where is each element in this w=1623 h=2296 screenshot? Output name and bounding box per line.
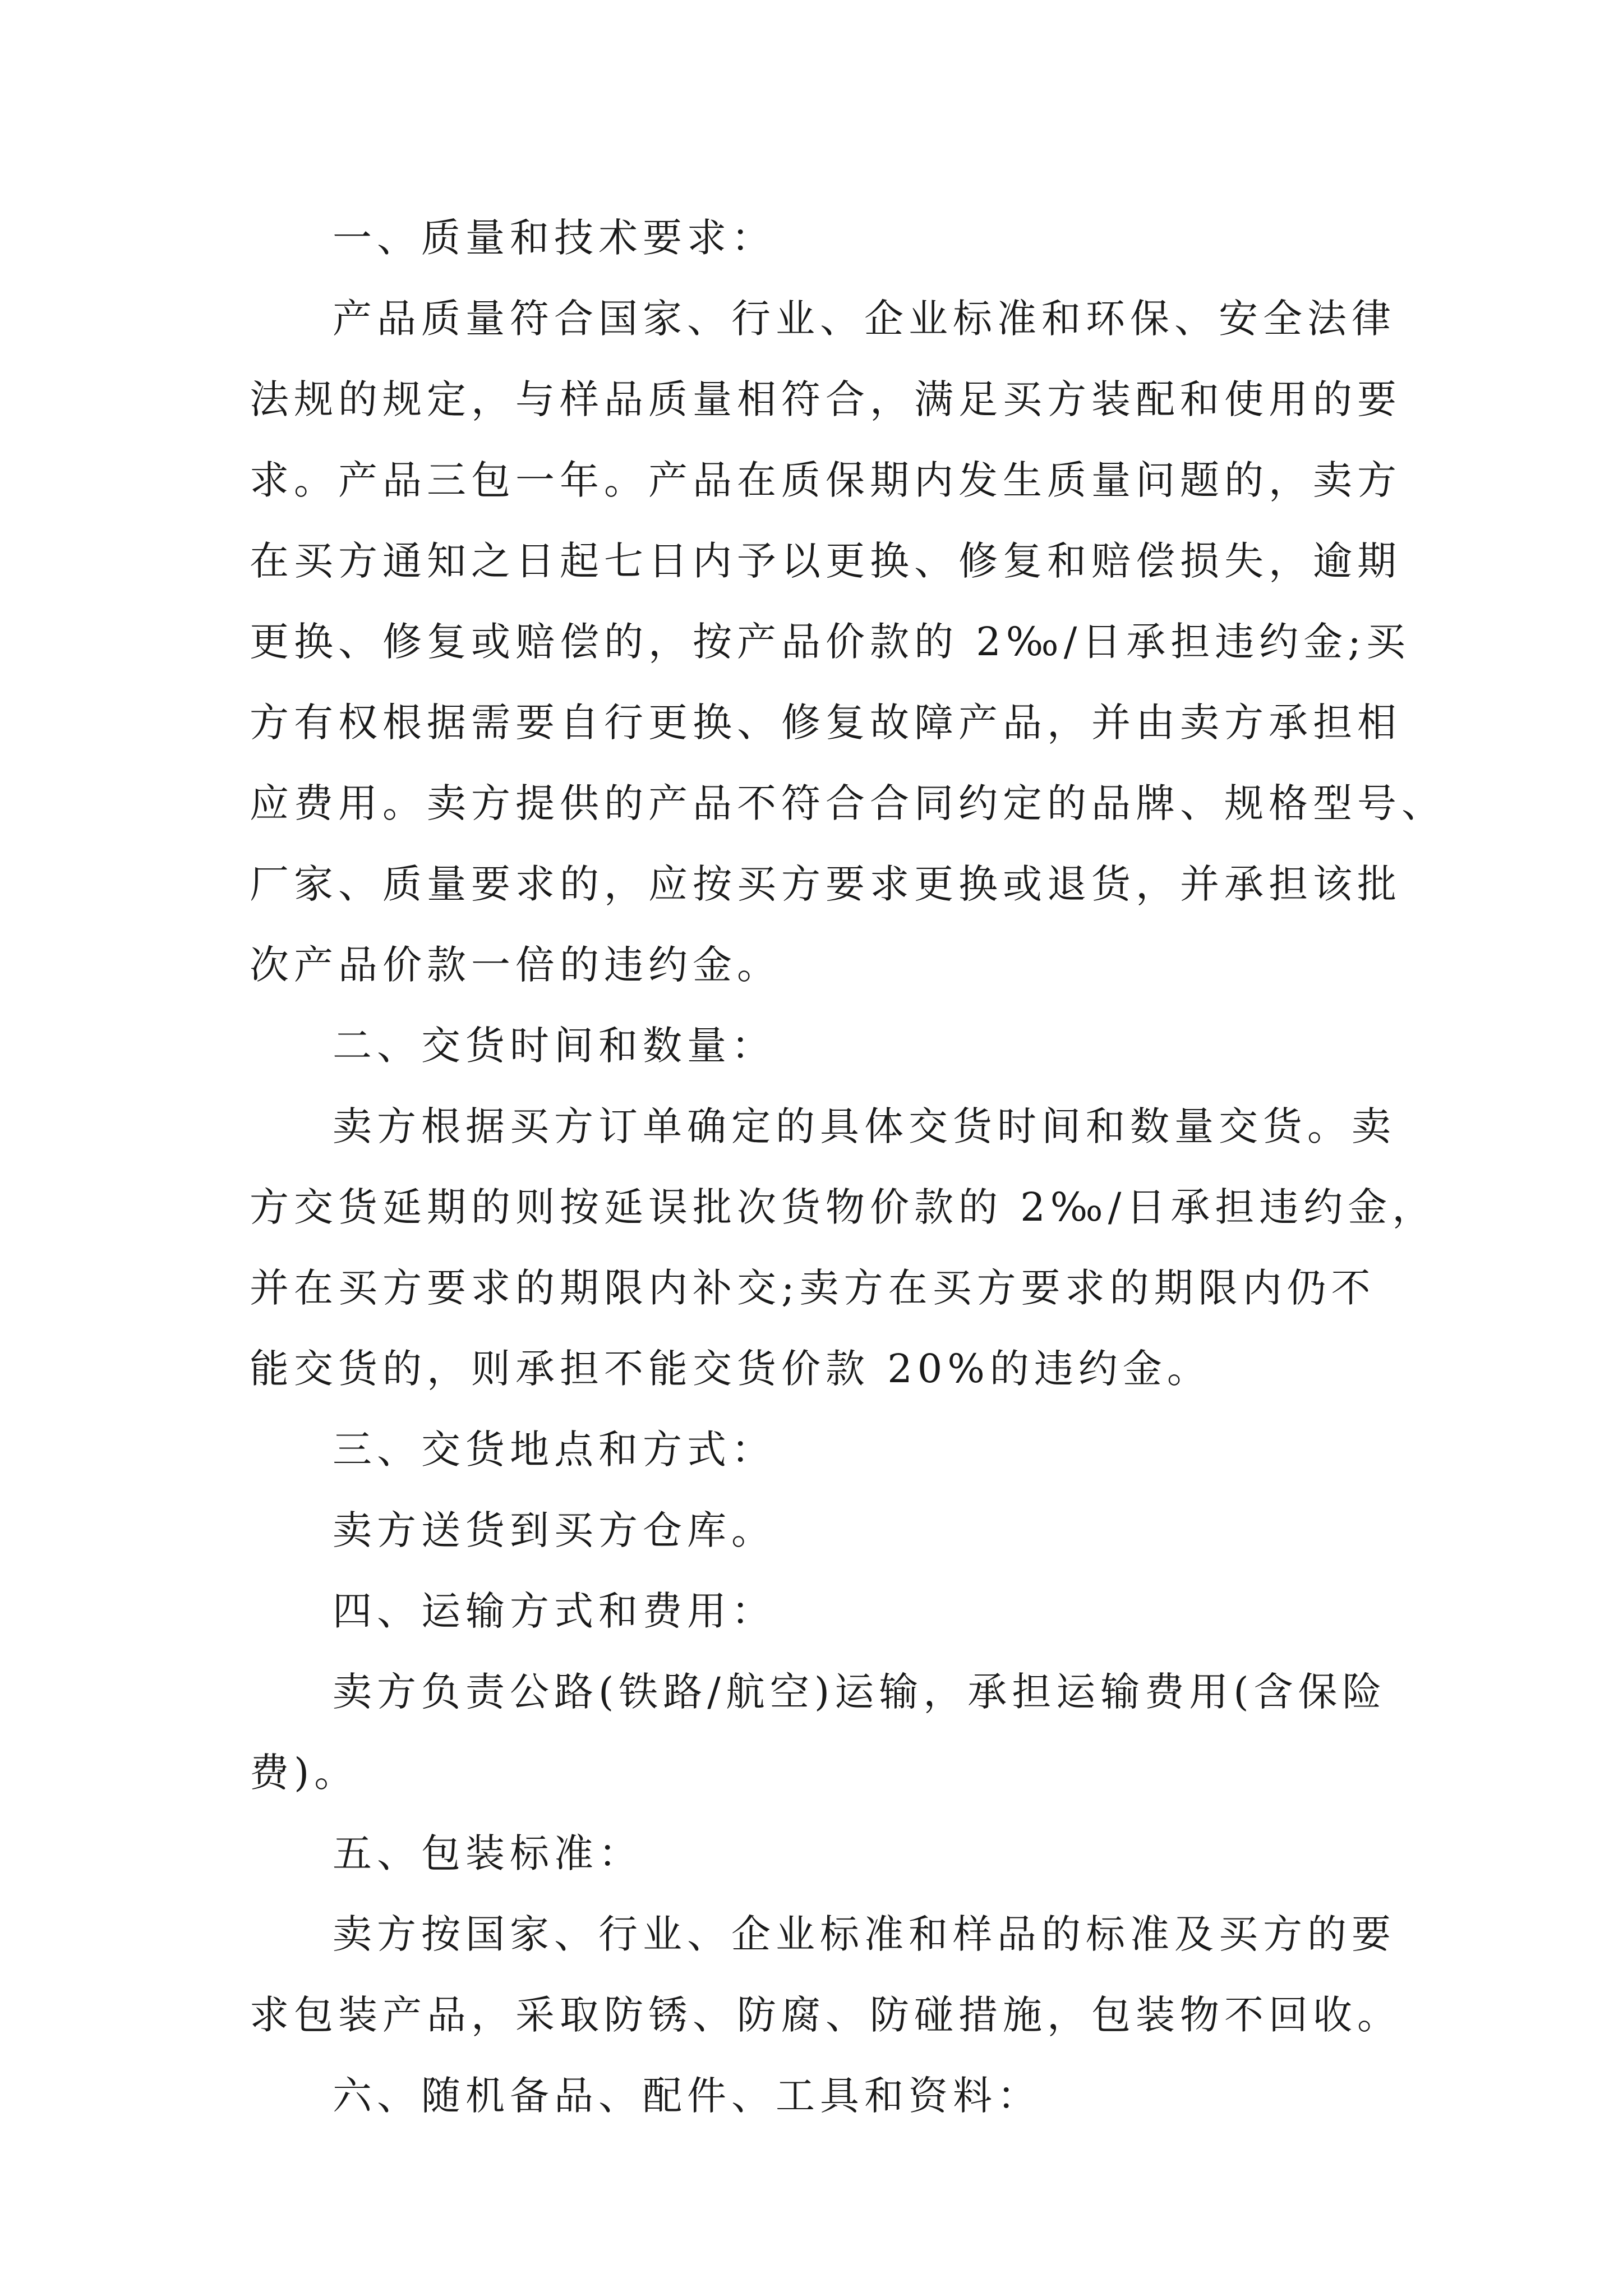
paragraph: [250, 1086, 1437, 1409]
text-line: 四、运输方式和费用：: [333, 1588, 776, 1634]
text-line: 应费用。卖方提供的产品不符合合同约定的品牌、规格型号、: [250, 780, 1446, 826]
text-line: 卖方根据买方订单确定的具体交货时间和数量交货。卖: [333, 1103, 1396, 1149]
section-heading: [250, 2055, 1382, 2136]
section-heading: [250, 1409, 1382, 1490]
section-heading: [250, 1005, 1382, 1086]
text-line: 在买方通知之日起七日内予以更换、修复和赔偿损失，逾期: [250, 538, 1401, 584]
text-line: 五、包装标准：: [333, 1830, 643, 1876]
text-line: 并在买方要求的期限内补交;卖方在买方要求的期限内仍不: [250, 1265, 1376, 1311]
text-line: 次产品价款一倍的违约金。: [250, 942, 781, 988]
text-line: 卖方按国家、行业、企业标准和样品的标准及买方的要: [333, 1911, 1396, 1957]
section-heading: [250, 1813, 1382, 1894]
text-line: 三、交货地点和方式：: [333, 1427, 776, 1473]
paragraph: [250, 1651, 1387, 1813]
text-line: 二、交货时间和数量：: [333, 1023, 776, 1069]
text-line: 一、质量和技术要求：: [333, 215, 776, 261]
text-line: 卖方送货到买方仓库。: [333, 1507, 776, 1553]
text-line: 更换、修复或赔偿的，按产品价款的 2‰/日承担违约金;买: [250, 619, 1410, 665]
document-page: [250, 197, 1446, 2136]
text-line: 求。产品三包一年。产品在质保期内发生质量问题的，卖方: [250, 457, 1401, 503]
section-heading: [250, 197, 1382, 278]
text-line: 产品质量符合国家、行业、企业标准和环保、安全法律: [333, 296, 1396, 342]
text-line: 能交货的，则承担不能交货价款 20%的违约金。: [250, 1346, 1211, 1392]
text-line: 方有权根据需要自行更换、修复故障产品，并由卖方承担相: [250, 700, 1401, 746]
text-line: 厂家、质量要求的，应按买方要求更换或退货，并承担该批: [250, 861, 1401, 907]
paragraph: [250, 1894, 1401, 2055]
text-line: 卖方负责公路(铁路/航空)运输，承担运输费用(含保险: [333, 1669, 1387, 1715]
paragraph: [250, 1490, 1382, 1571]
section-heading: [250, 1571, 1382, 1651]
text-line: 方交货延期的则按延误批次货物价款的 2‰/日承担违约金，: [250, 1184, 1437, 1230]
text-line: 求包装产品，采取防锈、防腐、防碰措施，包装物不回收。: [250, 1992, 1401, 2038]
text-line: 六、随机备品、配件、工具和资料：: [333, 2073, 1041, 2119]
text-line: 法规的规定，与样品质量相符合，满足买方装配和使用的要: [250, 376, 1401, 422]
text-line: 费)。: [250, 1750, 359, 1796]
paragraph: [250, 278, 1446, 1005]
